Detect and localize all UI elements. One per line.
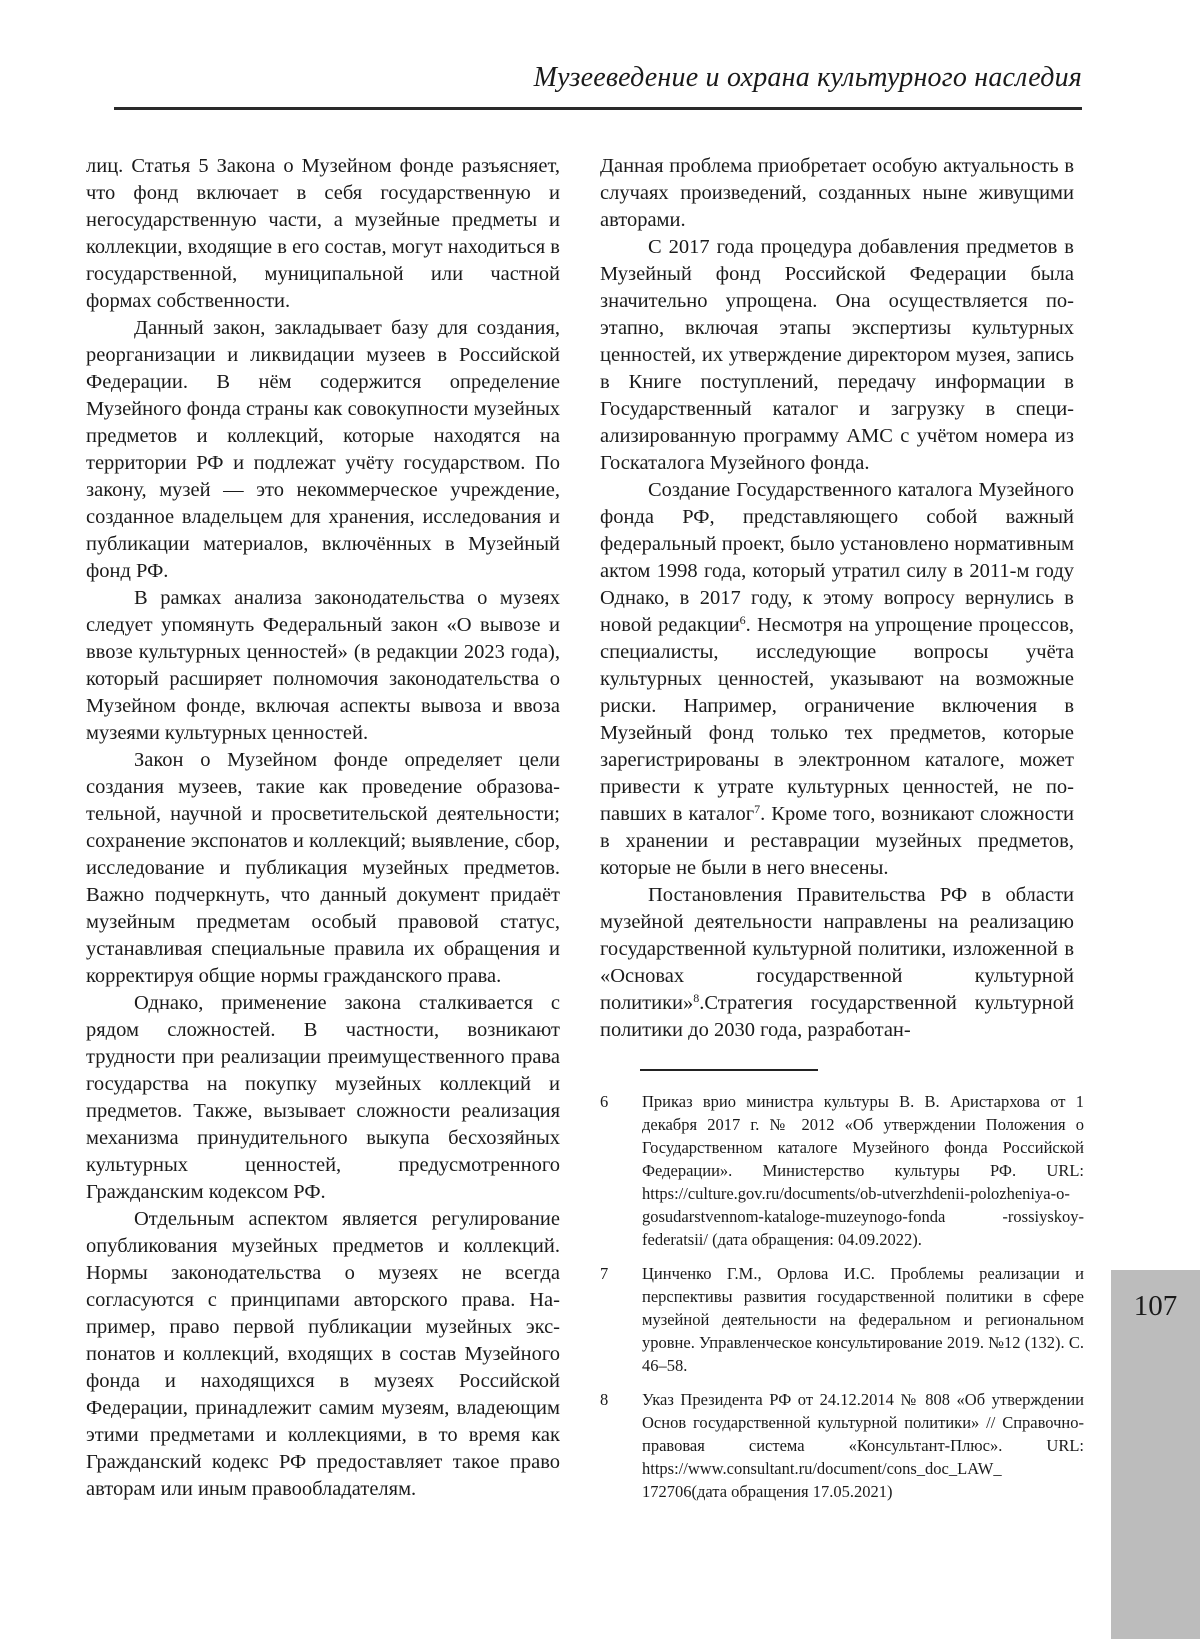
footnote-number: 7 [600,1264,609,1283]
footnotes [600,1090,1084,1514]
right-column [600,153,1074,1044]
footnote-number: 6 [600,1092,609,1111]
paragraph: лиц. Статья 5 Закона о Музейном фонде разъясняет, что фонд включает в себя государственную и негосударственную части, а музейные предметы и коллекции, входящие в его состав, могут находиться в государственной, муниципальной или частной формах собственности. [86,155,560,312]
running-title: Музееведение и охрана культурного наследия [533,62,1082,93]
footnote-text: Цинченко Г.М., Орлова И.С. Проблемы реализации и перспективы развития государственной политики в сфере музейной деятельности на федеральном и региональном уровне. Управленческое консультирование 2019. №12 (132). С. 46–58. [642,1264,1084,1375]
footnote-item [600,1090,1084,1251]
paragraph [600,477,1074,882]
paragraph: В рамках анализа законодательства о музеях следует упомянуть Федеральный закон «О вывозе и ввозе культурных ценностей» (в редакции 2023 года), который расширяет полномочия законодательства о Музейном фонде, включая аспекты вывоза и ввоза музеями культурных ценностей. [86,587,560,744]
paragraph-text: . Кроме того, возникают сложности в хранении и реставрации музейных предметов, которые не были в него внесены. [600,803,1075,879]
page-number: 107 [1133,1290,1178,1322]
page-thumb-tab [1111,1270,1200,1639]
paragraph [600,882,1074,1044]
footnote-item [600,1262,1084,1377]
footnote-ref[interactable]: 6 [739,613,746,627]
footnote-rule [640,1069,818,1071]
paragraph-text: . Несмотря на упрощение процессов, специалисты, исследующие вопросы учёта культурных ценностей, указывают на возможные риски. Например, ограничение включения в Музейный фонд только тех предметов, которые зарегистрированы в электронном каталоге, может привести к утрате культурных ценностей, не попавших в каталог [600,614,1074,825]
header-rule [114,107,1082,110]
paragraph: Отдельным аспектом является регулирование опубликования музейных предметов и коллекций. Нормы законодательства о музеях не всегда согласуются с принципами авторского права. Например, право первой публикации музейных экспонатов и коллекций, входящих в состав Музейного фонда и находящихся в музеях Российской Федерации, принадлежит самим музеям, владеющим этими предметами и коллекциями, в то время как Гражданский кодекс РФ предоставляет такое право авторам или иным правообладателям. [86,1208,560,1500]
left-column [86,153,560,1503]
paragraph: Закон о Музейном фонде определяет цели создания музеев, такие как проведение образовательной, научной и просветительской деятельности; сохранение экспонатов и коллекций; выявление, сбор, исследование и публикация музейных предметов. Важно подчеркнуть, что данный документ придаёт музейным предметам особый правовой статус, устанавливая специальные правила их обращения и корректируя общие нормы гражданского права. [86,749,560,987]
footnote-text: Указ Президента РФ от 24.12.2014 № 808 «Об утверждении Основ государственной культурной политики» // Справочно-правовая система «Консультант-Плюс». URL: https://www.consultant.ru/document/cons_doc_LAW_ 172706(дата обращения 17.05.2021) [642,1390,1084,1501]
paragraph-text: Постановления Правительства РФ в области музейной деятельности направлены на реализацию государственной культурной политики, изложенной в «Основах государственной культурной политики» [600,884,1074,1014]
footnote-ref[interactable]: 7 [754,802,761,816]
footnote-item [600,1388,1084,1503]
paragraph: Данный закон, закладывает базу для создания, реорганизации и ликвидации музеев в Российской Федерации. В нём содержится определение Музейного фонда страны как совокупности музейных предметов и коллекций, которые находятся на территории РФ и подлежат учёту государством. По закону, музей — это некоммерческое учреждение, созданное владельцем для хранения, исследования и публикации материалов, включённых в Музейный фонд РФ. [86,317,560,582]
footnote-number: 8 [600,1390,609,1409]
footnote-ref[interactable]: 8 [693,991,700,1005]
paragraph-text: Создание Государственного каталога Музейного фонда РФ, представляющего собой важный федеральный проект, было установлено нормативным актом 1998 года, который утратил силу в 2011-м году Однако, в 2017 году, к этому вопросу вернулись в новой редакции [600,479,1074,636]
paragraph: С 2017 года процедура добавления предметов в Музейный фонд Российской Федерации была значительно упрощена. Она осуществляется поэтапно, включая этапы экспертизы культурных ценностей, их утверждение директором музея, запись в Книге поступлений, передачу информации в Государственный каталог и загрузку в специализированную программу АМС с учётом номера из Госкаталога Музейного фонда. [600,236,1074,474]
paragraph: Данная проблема приобретает особую актуальность в случаях произведений, созданных ныне живущими авторами. [600,155,1074,231]
footnote-text: Приказ врио министра культуры В. В. Аристархова от 1 декабря 2017 г. № 2012 «Об утверждении Положения о Государственном каталоге Музейного фонда Российской Федерации». Министерство культуры РФ. URL: https://culture.gov.ru/documents/ob-utverzhdenii-polozheniya-o-gosudarstvennom-kataloge-muzeynogo-fonda -rossiyskoy-federatsii/ (дата обращения: 04.09.2022). [642,1092,1084,1249]
paragraph: Однако, применение закона сталкивается с рядом сложностей. В частности, возникают трудности при реализации преимущественного права государства на покупку музейных коллекций и предметов. Также, вызывает сложности реализация механизма принудительного выкупа бесхозяйных культурных ценностей, предусмотренного Гражданским кодексом РФ. [86,992,560,1203]
paragraph-text: .Стратегия государственной культурной политики до 2030 года, разработан- [600,992,1074,1041]
